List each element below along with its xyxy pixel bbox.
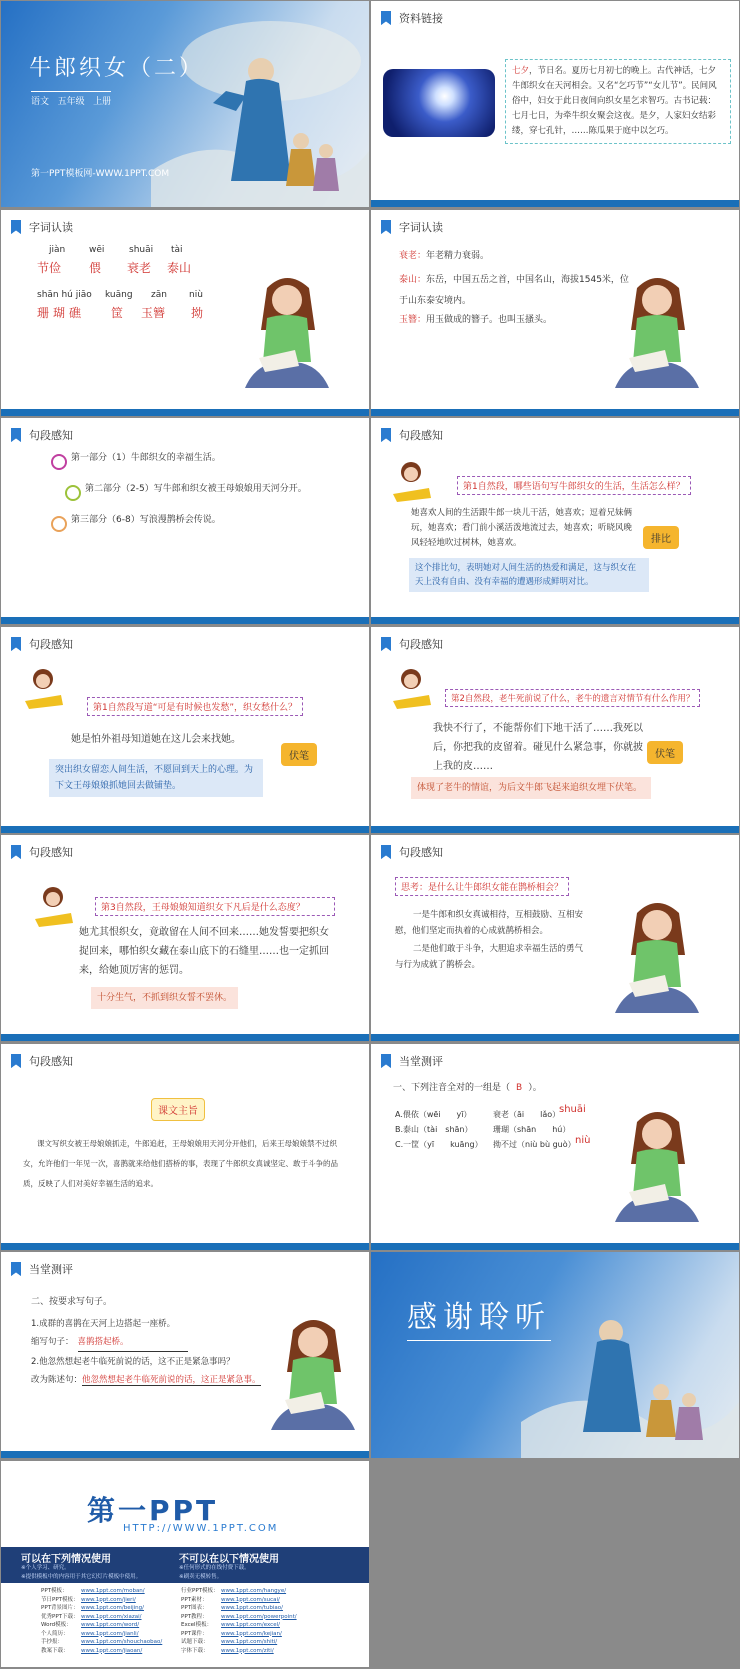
- link-url[interactable]: www.1ppt.com/ziti/: [221, 1647, 274, 1654]
- slide-thanks: [371, 1252, 739, 1458]
- word: 衰老: [127, 261, 152, 275]
- bookmark-icon: [381, 428, 391, 442]
- bookmark-icon: [11, 220, 21, 234]
- tag-callout: 伏笔: [281, 743, 317, 766]
- analysis-note: 突出织女留恋人间生活，不愿回到天上的心理。为下文王母娘娘抓她回去做铺垫。: [49, 759, 263, 797]
- bookmark-icon: [381, 220, 391, 234]
- slide-header: 句段感知: [11, 844, 73, 860]
- link-url[interactable]: www.1ppt.com/hangye/: [221, 1588, 287, 1594]
- vocab-item: 玉簪：用玉做成的簪子。也叫玉搔头。: [399, 315, 553, 325]
- link-row: [181, 1587, 361, 1596]
- link-label: 节日PPT模板：: [41, 1596, 79, 1603]
- link-label: Word模板：: [41, 1622, 72, 1628]
- girl-reading-small-image: [389, 665, 433, 711]
- can-item: ※个人学习、研究。: [21, 1565, 70, 1571]
- bookmark-icon: [11, 1262, 21, 1276]
- slide-header: 句段感知: [11, 636, 73, 652]
- link-url[interactable]: www.1ppt.com/excel/: [221, 1622, 280, 1628]
- link-label: 手抄报：: [41, 1639, 64, 1645]
- vocab-item: 泰山：东岳，中国五岳之首，中国名山，海拔1545米，位于山东泰安境内。: [399, 275, 629, 306]
- option-a: A.偎依（wēi yī）: [395, 1110, 472, 1119]
- word: 玉簪: [141, 306, 166, 320]
- link-label: PPT课件：: [181, 1630, 208, 1637]
- girl-reading-small-image: [21, 665, 65, 711]
- analysis-note: 体现了老牛的情谊，为后文牛郎飞起来追织女埋下伏笔。: [411, 777, 651, 799]
- footer-bar: [1, 826, 369, 833]
- bookmark-icon: [11, 637, 21, 651]
- slide-thinking: [371, 835, 739, 1041]
- word: 拗: [191, 306, 204, 320]
- bookmark-icon: [381, 637, 391, 651]
- slide-vocab-pinyin: [1, 210, 369, 416]
- theme-badge: 课文主旨: [151, 1098, 205, 1121]
- link-row: [41, 1638, 191, 1647]
- link-label: 试题下载：: [181, 1639, 209, 1645]
- link-url[interactable]: www.1ppt.com/jianli/: [81, 1630, 139, 1637]
- link-row: [181, 1638, 361, 1647]
- slide-vocab-meaning: [371, 210, 739, 416]
- footer-bar: [371, 200, 739, 207]
- can-title: 可以在下列情况使用: [21, 1554, 111, 1565]
- footer-bar: [371, 826, 739, 833]
- link-url[interactable]: www.1ppt.com/shiti/: [221, 1639, 278, 1645]
- link-url[interactable]: www.1ppt.com/jieri/: [81, 1596, 136, 1603]
- question-box: 思考：是什么让牛郎织女能在鹊桥相会？: [395, 877, 569, 896]
- pinyin: kuāng: [105, 290, 133, 300]
- correction-pinyin: niù: [575, 1135, 591, 1146]
- cover-subtitle: 语文 五年级 上册: [31, 91, 111, 107]
- footer-bar: [1, 617, 369, 624]
- thanks-title: 感谢聆听: [407, 1292, 551, 1341]
- night-sky-image: [383, 69, 495, 137]
- girl-reading-image: [607, 1104, 707, 1229]
- link-url[interactable]: www.1ppt.com/shouchaobao/: [81, 1639, 163, 1645]
- footer-bar: [371, 1034, 739, 1041]
- word: 泰山: [167, 261, 192, 275]
- footer-bar: [371, 617, 739, 624]
- link-url[interactable]: www.1ppt.com/moban/: [81, 1588, 145, 1594]
- link-row: [181, 1596, 361, 1605]
- slide-quiz-2: [1, 1252, 369, 1458]
- question-box: 第3自然段，王母娘娘知道织女下凡后是什么态度？: [95, 897, 335, 916]
- pinyin: wēi: [89, 245, 105, 255]
- pinyin: zān: [151, 290, 167, 300]
- link-row: [41, 1630, 191, 1639]
- cover-title: 牛郎织女（二）: [29, 56, 205, 81]
- bookmark-icon: [381, 11, 391, 25]
- body-text: 她尤其恨织女，竟敢留在人间不回来……她发誓要把织女捉回来，哪怕织女藏在泰山底下的石缝里……也一定抓回来，给她顶厉害的惩罚。: [79, 927, 329, 976]
- pinyin: tài: [171, 245, 183, 255]
- brand-url: HTTP://WWW.1PPT.COM: [123, 1523, 279, 1534]
- girl-reading-image: [263, 1312, 363, 1437]
- theme-text: 课文写织女被王母娘娘抓走，牛郎追赶，王母娘娘用天河分开他们，后来王母娘娘禁不过织女，允许他们一年见一次，喜鹊就来给他们搭桥的事，表现了牛郎织女真诚坚定、敢于斗争的品质，反映了人们对美好幸福生活的追求。: [23, 1139, 338, 1188]
- quiz-q1: 1.成群的喜鹊在天河上边搭起一座桥。: [31, 1319, 176, 1329]
- answer-2: 他忽然想起老牛临死前说的话，这正是紧急事。: [82, 1375, 261, 1385]
- tag-callout: 伏笔: [647, 741, 683, 764]
- link-row: [181, 1630, 361, 1639]
- girl-reading-image: [607, 895, 707, 1020]
- usage-panel: [1, 1547, 369, 1583]
- link-label: 字体下载：: [181, 1647, 209, 1654]
- option-b-2: 珊瑚（shān hú）: [493, 1125, 571, 1134]
- link-row: [41, 1604, 191, 1613]
- footer-bar: [1, 1243, 369, 1250]
- footer-bar: [1, 1451, 369, 1458]
- link-url[interactable]: www.1ppt.com/word/: [81, 1622, 140, 1628]
- slide-reference: [371, 1, 739, 207]
- link-row: [181, 1647, 361, 1656]
- quiz-l2: 改为陈述句：他忽然想起老牛临死前说的话，这正是紧急事。: [31, 1375, 261, 1385]
- option-b: B.泰山（tài shān）: [395, 1125, 473, 1134]
- slide-cover: [1, 1, 369, 207]
- slide-paragraph-1: [371, 418, 739, 624]
- correction-pinyin: shuāi: [559, 1104, 586, 1115]
- body-text: 她是怕外祖母知道她在这儿会来找她。: [71, 734, 241, 745]
- girl-reading-image: [237, 270, 337, 395]
- slide-header: 当堂测评: [11, 1261, 73, 1277]
- cannot-item: ※刷卖无模转售。: [179, 1574, 223, 1580]
- can-item: ※提供模板中的内容用于其它幻灯片模板中使用。: [21, 1574, 142, 1580]
- footer-bar: [1, 1034, 369, 1041]
- link-label: 教案下载：: [41, 1647, 69, 1654]
- question-box: 第1自然段写道“可是有时候也发愁”，织女愁什么？: [87, 697, 303, 716]
- link-row: [41, 1596, 191, 1605]
- spiral-icon: [51, 516, 67, 532]
- bookmark-icon: [11, 845, 21, 859]
- bookmark-icon: [381, 845, 391, 859]
- pinyin: shuāi: [129, 245, 154, 255]
- link-label: Excel模板：: [181, 1622, 213, 1628]
- girl-reading-small-image: [31, 883, 75, 929]
- option-c-2: 拗不过（niù bù guò）: [493, 1140, 576, 1149]
- slide-header: 句段感知: [381, 427, 443, 443]
- quiz-title: 二、按要求写句子。: [31, 1297, 113, 1307]
- slide-header: 句段感知: [381, 844, 443, 860]
- pinyin: shān hú jiāo: [37, 290, 92, 300]
- slide-header: 句段感知: [381, 636, 443, 652]
- link-url[interactable]: www.1ppt.com/kejian/: [221, 1630, 282, 1637]
- slide-header: 当堂测评: [381, 1053, 443, 1069]
- link-label: PPT背景图片：: [41, 1605, 79, 1611]
- slide-header: 字词认读: [11, 219, 73, 235]
- spiral-icon: [65, 485, 81, 501]
- slide-paragraph-4: [1, 835, 369, 1041]
- slide-header: 句段感知: [11, 1053, 73, 1069]
- link-url[interactable]: www.1ppt.com/powerpoint/: [221, 1613, 297, 1620]
- link-url[interactable]: www.1ppt.com/sucai/: [221, 1596, 280, 1603]
- link-row: [181, 1613, 361, 1622]
- tag-callout: 排比: [643, 526, 679, 549]
- analysis-note: 这个排比句，表明她对人间生活的热爱和满足，这与织女在天上没有自由、没有幸福的遭遇形成鲜明对比。: [409, 558, 649, 592]
- structure-item: 第三部分（6-8）写浪漫鹊桥会传说。: [71, 515, 221, 525]
- analysis-note: 十分生气，不抓到织女誓不罢休。: [91, 987, 238, 1009]
- quiz-l1: 缩写句子： 喜鹊搭起桥。: [31, 1334, 188, 1352]
- cannot-item: ※任何形式的在线付费下载。: [179, 1565, 250, 1571]
- answer-text: 二是他们敢于斗争，大胆追求幸福生活的勇气与行为成就了鹊桥会。: [395, 944, 584, 970]
- link-row: [181, 1621, 361, 1630]
- question-box: 第1自然段，哪些语句写牛郎织女的生活，生活怎么样？: [457, 476, 691, 495]
- link-label: PPT素材：: [181, 1596, 208, 1603]
- slide-quiz-1: [371, 1044, 739, 1250]
- brand-logo: 第一PPT: [87, 1494, 219, 1527]
- quiz-question: 一、下列注音全对的一组是（ B ）。: [393, 1083, 542, 1093]
- slide-header: 句段感知: [11, 427, 73, 443]
- link-url[interactable]: www.1ppt.com/xiazai/: [81, 1613, 142, 1620]
- footer-bar: [371, 409, 739, 416]
- slide-paragraph-2: [1, 627, 369, 833]
- girl-reading-image: [607, 270, 707, 395]
- cannot-title: 不可以在以下情况使用: [179, 1554, 279, 1565]
- link-label: PPT模板：: [41, 1588, 68, 1594]
- link-url[interactable]: www.1ppt.com/tubiao/: [221, 1605, 283, 1611]
- link-label: 行业PPT模板：: [181, 1588, 219, 1594]
- pinyin: niù: [189, 290, 203, 300]
- vocab-item: 衰老：年老精力衰弱。: [399, 251, 490, 261]
- pinyin: jiàn: [49, 245, 66, 255]
- thanks-illustration: [521, 1272, 739, 1458]
- word: 节俭: [37, 261, 62, 275]
- slide-template-info: [1, 1461, 369, 1667]
- link-url[interactable]: www.1ppt.com/jiaoan/: [81, 1647, 143, 1654]
- answer-text: 一是牛郎和织女真诚相待，互相鼓励、互相安慰，他们坚定而执着的心成就鹊桥相会。: [395, 910, 584, 936]
- link-label: PPT教程：: [181, 1613, 208, 1620]
- link-row: [41, 1587, 191, 1596]
- slide-structure: [1, 418, 369, 624]
- link-row: [181, 1604, 361, 1613]
- bookmark-icon: [11, 428, 21, 442]
- link-label: 个人简历：: [41, 1630, 69, 1637]
- body-text: 她喜欢人间的生活跟牛郎一块儿干活，她喜欢；逗着兄妹俩玩，她喜欢；看门前小溪活泼地流过去，她喜欢；听晓风晚风轻轻地吹过树林，她喜欢。: [411, 508, 633, 548]
- links-right: [181, 1587, 361, 1655]
- quiz-q2: 2.他忽然想起老牛临死前说的话，这不正是紧急事吗？: [31, 1357, 235, 1367]
- link-label: PPT图表：: [181, 1605, 208, 1611]
- slide-header: 字词认读: [381, 219, 443, 235]
- girl-reading-small-image: [389, 458, 433, 504]
- answer-1: 喜鹊搭起桥。: [78, 1334, 188, 1352]
- structure-item: 第二部分（2-5）写牛郎和织女被王母娘娘用天河分开。: [85, 484, 307, 494]
- slide-theme: [1, 1044, 369, 1250]
- links-left: [41, 1587, 191, 1655]
- body-text: 我快不行了，不能帮你们下地干活了……我死以后，你把我的皮留着。碰见什么紧急事，你就披上我的皮……: [433, 723, 643, 772]
- slide-paragraph-3: [371, 627, 739, 833]
- word: 筐: [111, 306, 124, 320]
- word: 偎: [89, 261, 102, 275]
- link-row: [41, 1621, 191, 1630]
- word: 珊瑚礁: [37, 306, 86, 320]
- option-a-2: 衰老（āi lǎo）: [493, 1110, 561, 1119]
- footer-bar: [1, 409, 369, 416]
- cover-illustration: [151, 1, 369, 207]
- option-c: C.一筐（yī kuāng）: [395, 1140, 483, 1149]
- link-label: 优秀PPT下载：: [41, 1613, 79, 1620]
- spiral-icon: [51, 454, 67, 470]
- link-row: [41, 1613, 191, 1622]
- link-row: [41, 1647, 191, 1656]
- bookmark-icon: [381, 1054, 391, 1068]
- cover-site: 第一PPT模板网-WWW.1PPT.COM: [31, 169, 170, 179]
- bookmark-icon: [11, 1054, 21, 1068]
- footer-bar: [371, 1243, 739, 1250]
- question-box: 第2自然段，老牛死前说了什么，老牛的遗言对情节有什么作用？: [445, 689, 700, 707]
- structure-item: 第一部分（1）牛郎织女的幸福生活。: [71, 453, 221, 463]
- reference-text: 七夕，节日名。夏历七月初七的晚上。古代神话，七夕牛郎织女在天河相会。又名“乞巧节”“女儿节”。民间风俗中，妇女于此日夜间向织女星乞求智巧。古书记载：七月七日，为牵牛织女聚会这夜。是夕，人家妇女结彩缕，穿七孔针，……陈瓜果于庭中以乞巧。: [505, 59, 731, 144]
- link-url[interactable]: www.1ppt.com/beijing/: [81, 1605, 145, 1611]
- slide-header: 资料链接: [381, 10, 443, 26]
